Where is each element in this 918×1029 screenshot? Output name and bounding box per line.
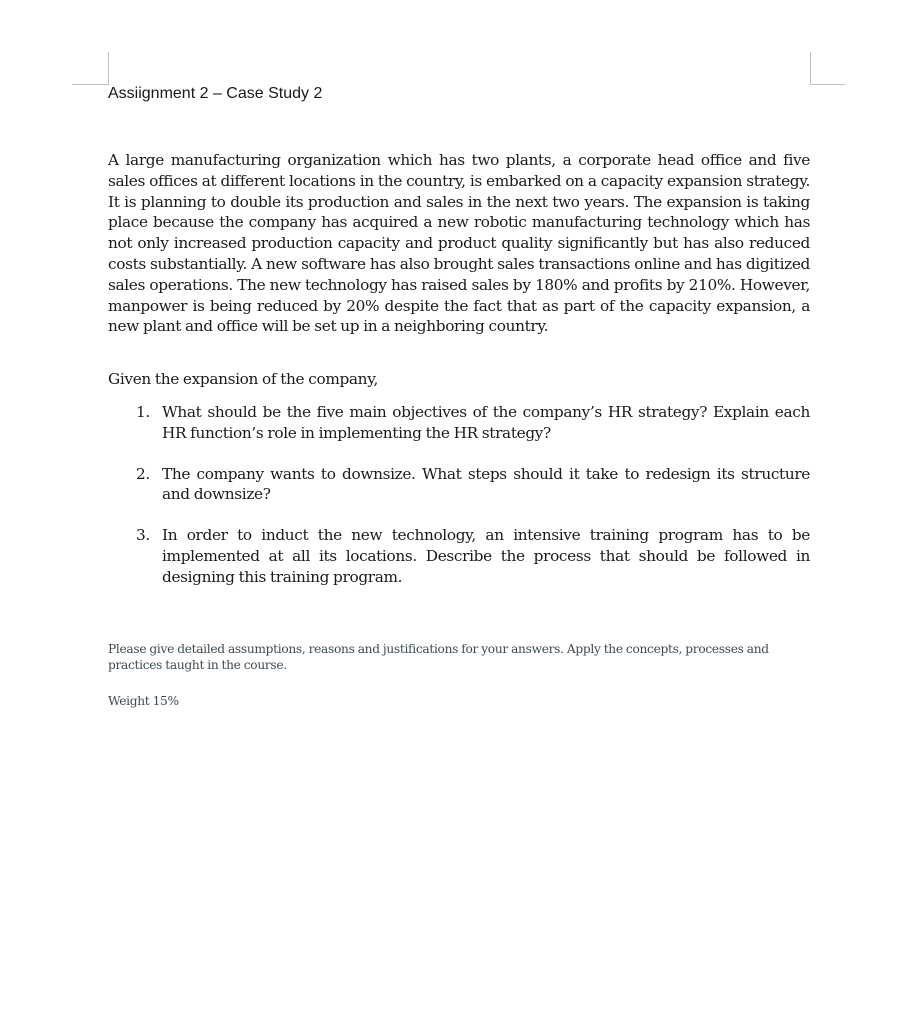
question-text: What should be the five main objectives of the company’s HR strategy? Explain each HR function’s role in implementing the HR strategy? bbox=[162, 403, 810, 442]
question-item bbox=[108, 402, 810, 444]
instructions-note: Please give detailed assumptions, reasons and justifications for your answers. Apply the concepts, processes and practices taught in the course. bbox=[108, 642, 769, 672]
question-number: 2. bbox=[136, 464, 150, 483]
question-number: 3. bbox=[136, 526, 150, 545]
question-number: 1. bbox=[136, 403, 150, 421]
margin-corner-mark-top-left bbox=[72, 52, 109, 85]
question-item bbox=[108, 525, 810, 587]
question-item bbox=[108, 464, 810, 506]
header-title: Assiignment 2 – Case Study 2 bbox=[108, 85, 323, 102]
margin-corner-mark-top-right bbox=[810, 52, 845, 85]
lead-in-text: Given the expansion of the company, bbox=[108, 370, 378, 388]
question-text: In order to induct the new technology, an intensive training program has to be implemented at all its locations. Describe the process that should be followed in designing this training program. bbox=[162, 526, 810, 586]
question-text: The company wants to downsize. What steps should it take to redesign its structure and downsize? bbox=[162, 464, 810, 504]
question-list bbox=[108, 402, 810, 608]
intro-paragraph: A large manufacturing organization which has two plants, a corporate head office and five sales offices at different locations in the country, is embarked on a capacity expansion strategy. It is planning to double its production and sales in the next two years. The expansion is taking place because the company has acquired a new robotic manufacturing technology which has not only increased production capacity and product quality significantly but has also reduced costs substantially. A new software has also brought sales transactions online and has digitized sales operations. The new technology has raised sales by 180% and profits by 210%. However, manpower is being reduced by 20% despite the fact that as part of the capacity expansion, a new plant and office will be set up in a neighboring country. bbox=[108, 151, 810, 336]
weight-note: Weight 15% bbox=[108, 694, 179, 708]
